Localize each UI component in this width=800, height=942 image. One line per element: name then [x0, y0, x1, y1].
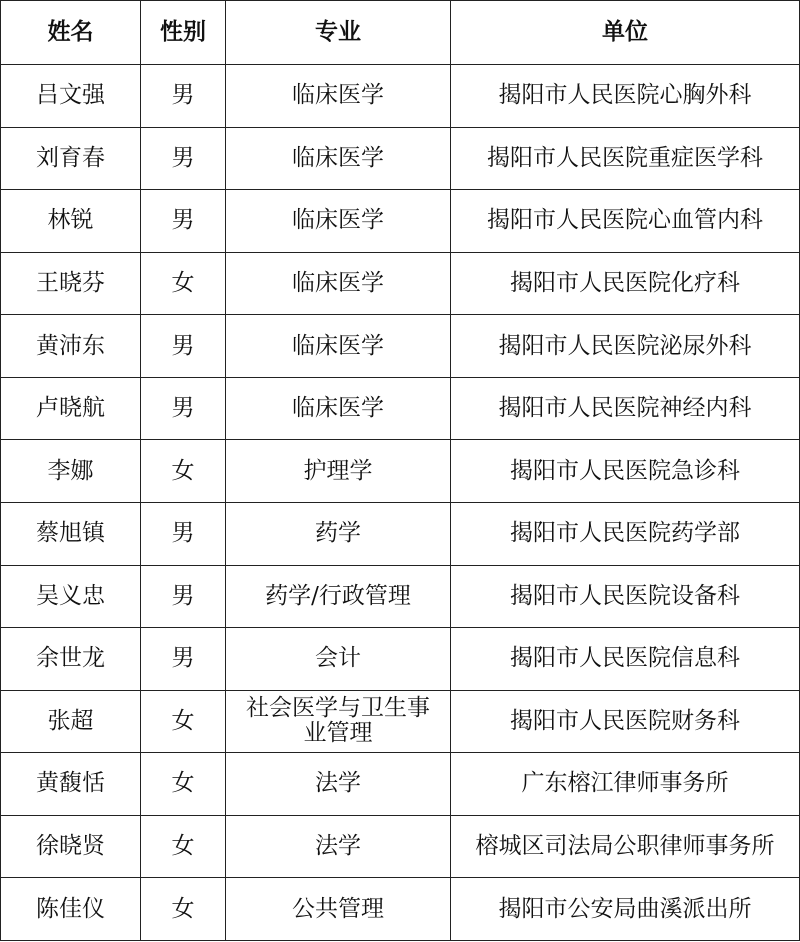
- cell-major: 法学: [226, 815, 451, 878]
- cell-unit: 揭阳市人民医院设备科: [451, 565, 800, 628]
- cell-unit: 揭阳市人民医院化疗科: [451, 252, 800, 315]
- table-row: [1, 753, 800, 816]
- header-name: 姓名: [1, 1, 141, 65]
- cell-unit: 揭阳市人民医院重症医学科: [451, 127, 800, 190]
- cell-name: 刘育春: [1, 127, 141, 190]
- cell-gender: 男: [141, 565, 226, 628]
- header-gender: 性别: [141, 1, 226, 65]
- table-row: [1, 628, 800, 691]
- cell-gender: 男: [141, 127, 226, 190]
- cell-major: 临床医学: [226, 127, 451, 190]
- cell-unit: 揭阳市人民医院心血管内科: [451, 190, 800, 253]
- cell-name: 吕文强: [1, 65, 141, 128]
- cell-name: 黄沛东: [1, 315, 141, 378]
- cell-name: 徐晓贤: [1, 815, 141, 878]
- table-row: [1, 377, 800, 440]
- cell-name: 黄馥恬: [1, 753, 141, 816]
- cell-name: 陈佳仪: [1, 878, 141, 941]
- table-row: [1, 440, 800, 503]
- cell-major: 临床医学: [226, 377, 451, 440]
- cell-name: 卢晓航: [1, 377, 141, 440]
- cell-gender: 男: [141, 502, 226, 565]
- cell-gender: 男: [141, 377, 226, 440]
- cell-gender: 女: [141, 440, 226, 503]
- cell-unit: 揭阳市人民医院财务科: [451, 690, 800, 753]
- cell-gender: 女: [141, 690, 226, 753]
- table-row: [1, 315, 800, 378]
- cell-gender: 女: [141, 815, 226, 878]
- cell-gender: 女: [141, 878, 226, 941]
- cell-unit: 广东榕江律师事务所: [451, 753, 800, 816]
- cell-unit: 揭阳市人民医院药学部: [451, 502, 800, 565]
- cell-gender: 女: [141, 252, 226, 315]
- table-body: [1, 65, 800, 941]
- cell-unit: 榕城区司法局公职律师事务所: [451, 815, 800, 878]
- cell-major: 药学: [226, 502, 451, 565]
- cell-major: 社会医学与卫生事业管理: [226, 690, 451, 753]
- cell-gender: 男: [141, 315, 226, 378]
- table-row: [1, 65, 800, 128]
- cell-gender: 男: [141, 65, 226, 128]
- table-row: [1, 815, 800, 878]
- cell-unit: 揭阳市人民医院急诊科: [451, 440, 800, 503]
- table-row: [1, 190, 800, 253]
- cell-name: 李娜: [1, 440, 141, 503]
- cell-gender: 女: [141, 753, 226, 816]
- header-major: 专业: [226, 1, 451, 65]
- table-header-row: [1, 1, 800, 65]
- cell-unit: 揭阳市人民医院信息科: [451, 628, 800, 691]
- cell-name: 余世龙: [1, 628, 141, 691]
- cell-major: 临床医学: [226, 190, 451, 253]
- cell-major: 护理学: [226, 440, 451, 503]
- cell-gender: 男: [141, 190, 226, 253]
- cell-name: 林锐: [1, 190, 141, 253]
- cell-unit: 揭阳市人民医院泌尿外科: [451, 315, 800, 378]
- cell-major: 临床医学: [226, 65, 451, 128]
- cell-major: 法学: [226, 753, 451, 816]
- cell-name: 张超: [1, 690, 141, 753]
- cell-major: 会计: [226, 628, 451, 691]
- table-row: [1, 502, 800, 565]
- header-unit: 单位: [451, 1, 800, 65]
- cell-major: 临床医学: [226, 315, 451, 378]
- cell-name: 蔡旭镇: [1, 502, 141, 565]
- cell-major: 药学/行政管理: [226, 565, 451, 628]
- cell-unit: 揭阳市公安局曲溪派出所: [451, 878, 800, 941]
- cell-major: 公共管理: [226, 878, 451, 941]
- cell-unit: 揭阳市人民医院心胸外科: [451, 65, 800, 128]
- table-row: [1, 690, 800, 753]
- cell-name: 王晓芬: [1, 252, 141, 315]
- table-row: [1, 252, 800, 315]
- table-row: [1, 127, 800, 190]
- cell-gender: 男: [141, 628, 226, 691]
- cell-major: 临床医学: [226, 252, 451, 315]
- cell-name: 吴义忠: [1, 565, 141, 628]
- cell-unit: 揭阳市人民医院神经内科: [451, 377, 800, 440]
- table-row: [1, 878, 800, 941]
- table-row: [1, 565, 800, 628]
